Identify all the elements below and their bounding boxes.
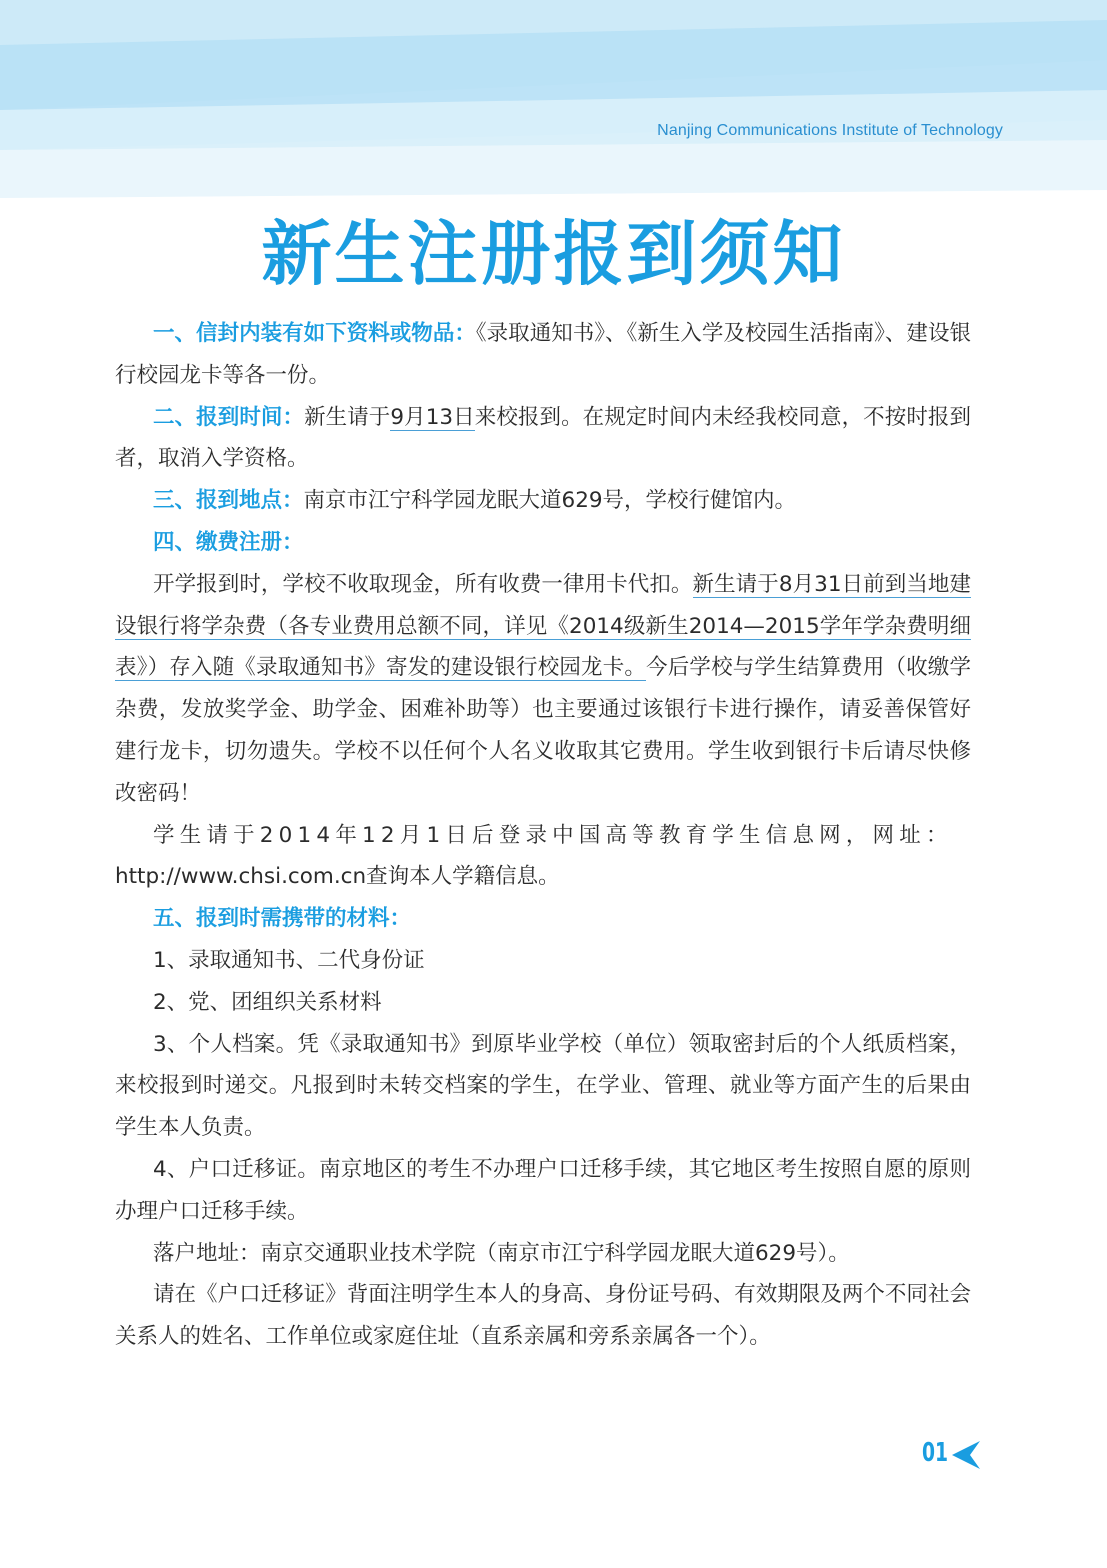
settlement-address: 落户地址：南京交通职业技术学院（南京市江宁科学园龙眠大道629号）。 — [153, 1240, 850, 1266]
list-item: 4、户口迁移证。南京地区的考生不办理户口迁移手续，其它地区考生按照自愿的原则办理户口迁移手续。 — [115, 1156, 971, 1224]
section-heading: 一、信封内装有如下资料或物品： — [153, 321, 476, 346]
header-wave-background — [0, 0, 1107, 200]
institute-name: Nanjing Communications Institute of Technology — [657, 122, 1003, 139]
section-heading: 四、缴费注册： — [153, 529, 304, 555]
section-heading: 五、报到时需携带的材料： — [153, 906, 412, 932]
section-heading: 三、报到地点： — [153, 488, 304, 514]
chsi-line-1: 学生请于2014年12月1日后登录中国高等教育学生信息网，网址： — [153, 822, 953, 848]
section-text: 新生请于 — [304, 404, 391, 430]
report-date: 9月13日 — [390, 404, 475, 430]
chsi-line-2-wrap — [115, 856, 971, 898]
list-item: 3、个人档案。凭《录取通知书》到原毕业学校（单位）领取密封后的个人纸质档案，来校报到时递交。凡报到时未转交档案的学生，在学业、管理、就业等方面产生的后果由学生本人负责。 — [115, 1031, 971, 1141]
section-text: 今后学校与学生结算费用（收缴学杂费，发放奖学金、助学金、困难补助等）也主要通过该银行卡进行操作，请妥善保管好建行龙卡，切勿遗失。学校不以任何个人名义收取其它费用。学生收到银行卡后请尽快修改密码！ — [115, 655, 971, 806]
section-place — [115, 480, 971, 522]
section-time — [115, 397, 971, 481]
chsi-url-line: http://www.chsi.com.cn查询本人学籍信息。 — [115, 864, 560, 890]
section-text: 《录取通知书》、《新生入学及校园生活指南》、建设银行校园龙卡等各一份。 — [115, 321, 971, 388]
section-heading: 二、报到时间： — [153, 404, 305, 430]
chsi-paragraph — [115, 815, 971, 857]
fees-paragraph — [115, 564, 971, 815]
fees-deadline-notice: 新生请于8月31日前到当地建设银行将学杂费（各专业费用总额不同，详见《2014级新生2014—2015学年学杂费明细表》）存入随《录取通知书》寄发的建设银行校园龙卡。 — [115, 571, 971, 681]
page-title: 新生注册报到须知 — [261, 213, 846, 295]
notice-body — [115, 313, 971, 1358]
list-item: 2、党、团组织关系材料 — [153, 989, 382, 1015]
section-text: 来校报到。在规定时间内未经我校同意，不按时报到者，取消入学资格。 — [115, 404, 971, 472]
section-text: 南京市江宁科学园龙眠大道629号，学校行健馆内。 — [303, 488, 797, 514]
section-envelope — [115, 313, 971, 397]
page-arrow-icon — [952, 1440, 980, 1470]
section-fees-heading — [115, 522, 971, 564]
list-item: 1、录取通知书、二代身份证 — [153, 947, 425, 973]
section-text: 开学报到时，学校不收取现金，所有收费一律用卡代扣。 — [153, 571, 693, 597]
page-number: 01 — [922, 1438, 949, 1468]
migration-note: 请在《户口迁移证》背面注明学生本人的身高、身份证号码、有效期限及两个不同社会关系人的姓名、工作单位或家庭住址（直系亲属和旁系亲属各一个）。 — [115, 1282, 971, 1350]
section-materials-heading — [115, 898, 971, 940]
